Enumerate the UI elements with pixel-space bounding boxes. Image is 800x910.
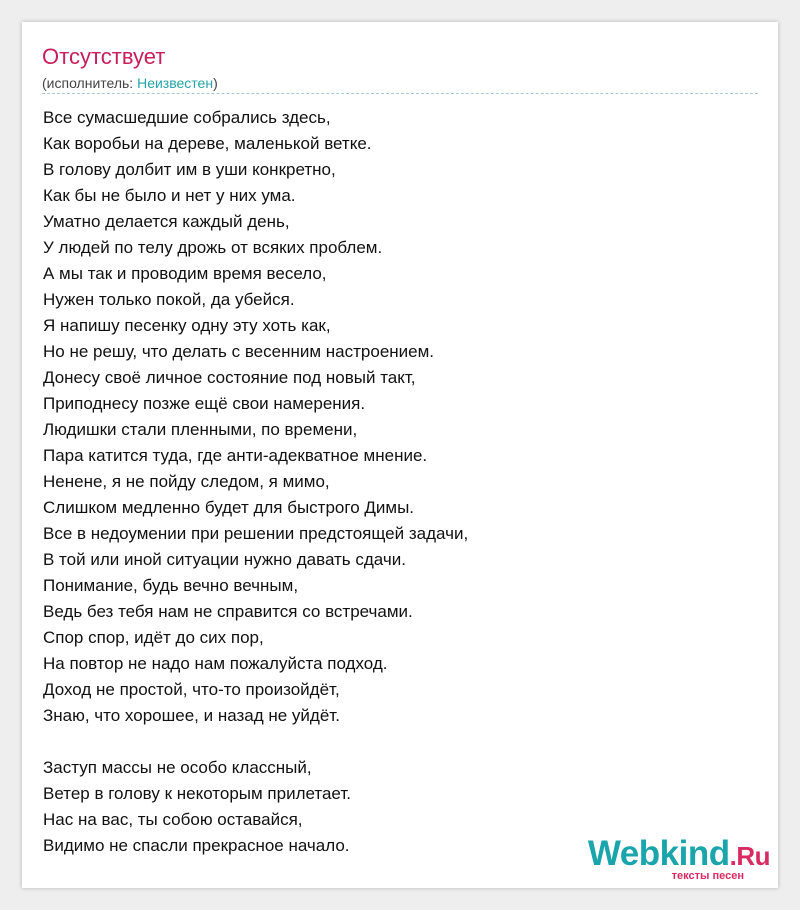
artist-link[interactable]: Неизвестен xyxy=(137,75,214,91)
lyric-line: В голову долбит им в уши конкретно, xyxy=(43,160,336,179)
lyric-line: Слишком медленно будет для быстрого Димы. xyxy=(43,498,415,517)
lyric-line: Людишки стали пленными, по времени, xyxy=(43,420,358,439)
lyric-line: Все сумасшедшие собрались здесь, xyxy=(43,108,331,127)
lyric-line: Нужен только покой, да убейся. xyxy=(43,290,295,309)
site-logo[interactable] xyxy=(588,836,770,882)
lyric-line: Видимо не спасли прекрасное начало. xyxy=(43,836,350,855)
lyric-line: Понимание, будь вечно вечным, xyxy=(43,576,299,595)
lyric-line: Ветер в голову к некоторым прилетает. xyxy=(43,784,351,803)
divider xyxy=(42,93,758,94)
stanza-gap xyxy=(43,729,743,755)
logo-suffix: .Ru xyxy=(729,841,770,871)
artist-suffix: ) xyxy=(213,75,218,91)
logo-wordmark xyxy=(588,836,770,874)
lyric-line: На повтор не надо нам пожалуйста подход. xyxy=(43,654,388,673)
lyrics-text xyxy=(43,105,743,859)
logo-tagline: тексты песен xyxy=(671,870,744,882)
lyric-line: Доход не простой, что-то произойдёт, xyxy=(43,680,340,699)
lyric-line: Нас на вас, ты собою оставайся, xyxy=(43,810,303,829)
lyric-line: Уматно делается каждый день, xyxy=(43,212,290,231)
lyrics-card xyxy=(22,22,778,888)
lyric-line: У людей по телу дрожь от всяких проблем. xyxy=(43,238,383,257)
lyric-line: А мы так и проводим время весело, xyxy=(43,264,327,283)
lyric-line: Но не решу, что делать с весенним настроением. xyxy=(43,342,435,361)
song-title: Отсутствует xyxy=(42,44,166,69)
lyric-line: Я напишу песенку одну эту хоть как, xyxy=(43,316,331,335)
lyric-line: В той или иной ситуации нужно давать сдачи. xyxy=(43,550,406,569)
lyric-line: Ненене, я не пойду следом, я мимо, xyxy=(43,472,330,491)
lyric-line: Знаю, что хорошее, и назад не уйдёт. xyxy=(43,706,340,725)
artist-prefix: (исполнитель: xyxy=(42,75,138,91)
lyric-line: Все в недоумении при решении предстоящей задачи, xyxy=(43,524,469,543)
lyric-line: Донесу своё личное состояние под новый такт, xyxy=(43,368,416,387)
lyric-line: Ведь без тебя нам не справится со встречами. xyxy=(43,602,413,621)
lyric-line: Спор спор, идёт до сих пор, xyxy=(43,628,264,647)
lyric-line: Как воробьи на дереве, маленькой ветке. xyxy=(43,134,372,153)
lyric-line: Как бы не было и нет у них ума. xyxy=(43,186,296,205)
logo-name: Webkind xyxy=(587,834,730,873)
lyric-line: Приподнесу позже ещё свои намерения. xyxy=(43,394,366,413)
lyric-line: Заступ массы не особо классный, xyxy=(43,758,312,777)
artist-line xyxy=(42,74,218,92)
lyric-line: Пара катится туда, где анти-адекватное мнение. xyxy=(43,446,428,465)
